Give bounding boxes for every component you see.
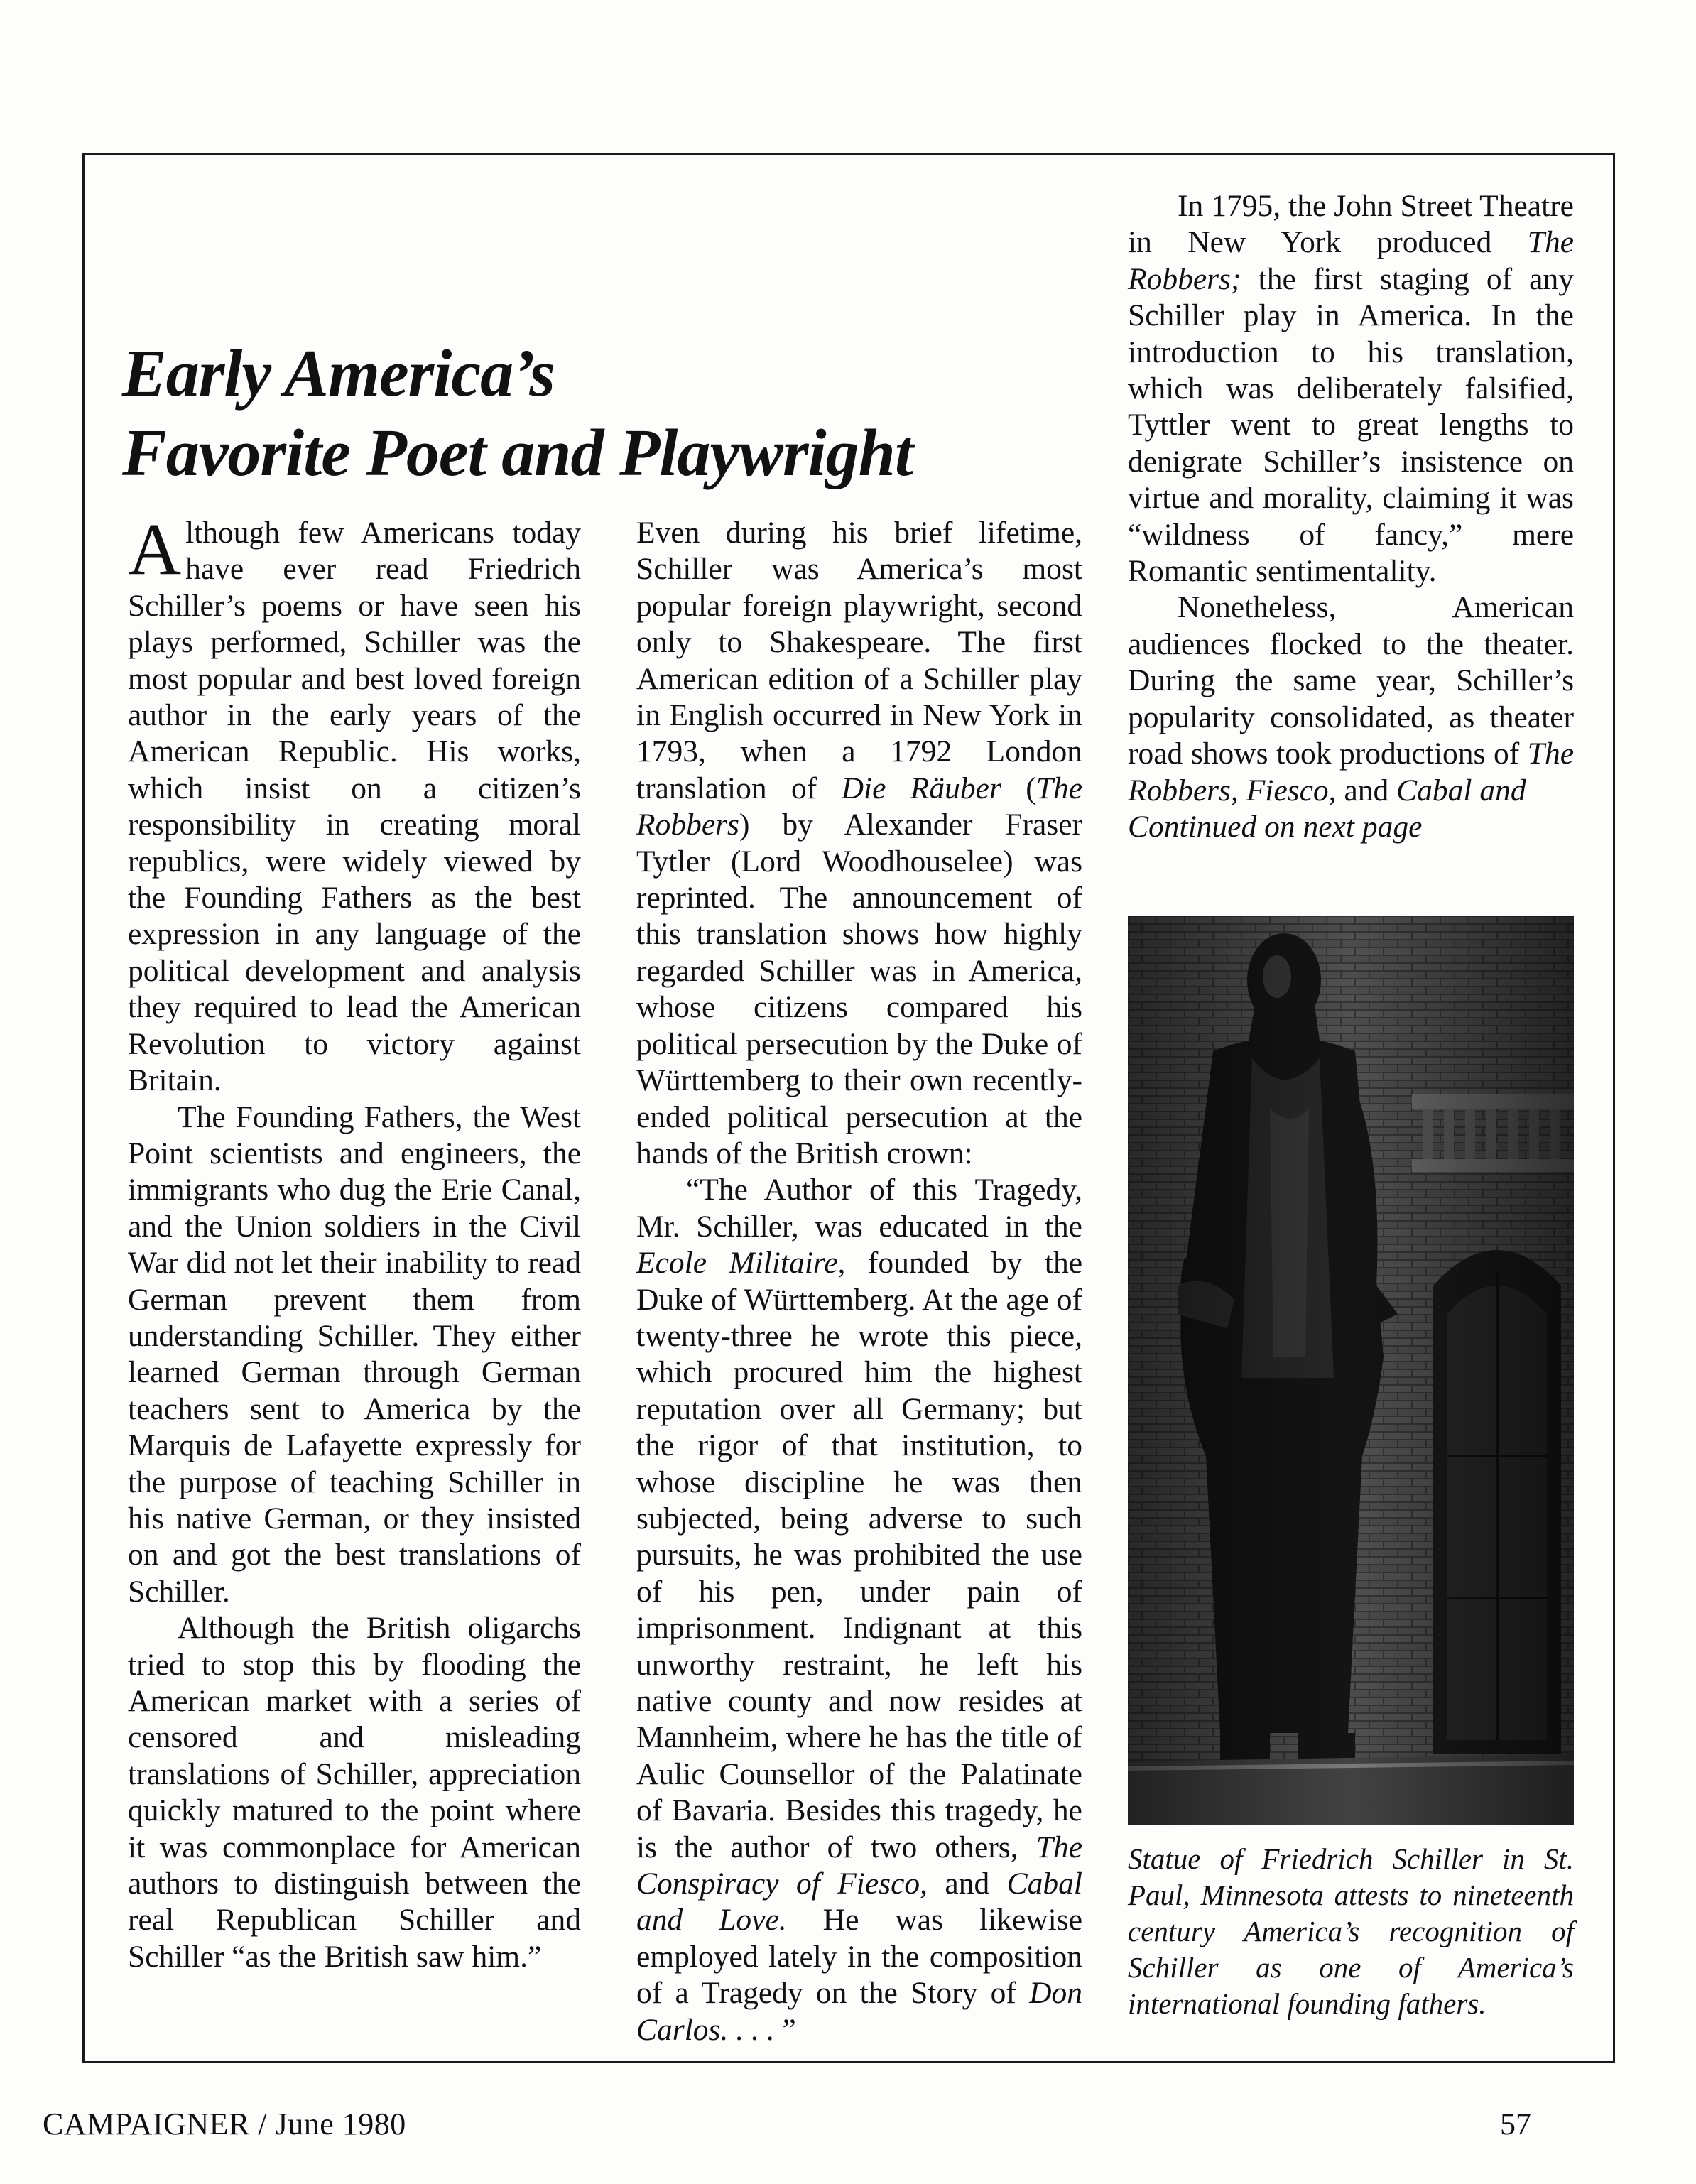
text-run: “The Author of this Tragedy, Mr. Schiller, was educated in the [636, 1173, 1082, 1244]
column-2 [636, 515, 1082, 2048]
title-line-1: Early America’s [122, 337, 555, 411]
paragraph [636, 1172, 1082, 2048]
column-3 [1128, 188, 1574, 845]
text-run: and [928, 1867, 1007, 1901]
paragraph [1128, 188, 1574, 590]
text-run: Nonetheless, American audiences flocked to the theater. During the same year, Schiller’s popularity consolidated, as theater road shows took productions of [1128, 590, 1574, 771]
paragraph [636, 515, 1082, 1172]
continued-note: Continued on next page [1128, 809, 1423, 844]
text-run: founded by the Duke of Württemberg. At the age of twenty-three he wrote this piece, which procured him the highest reputation over all Germany; but the rigor of that institution, to whose discipline he was then subjected, being adverse to such pursuits, he was prohibited the use of his pen, under pain of imprisonment. Indignant at this unworthy restraint, he left his native county and now resides at Mannheim, where he has the title of Aulic Counsellor of the Palatinate of Bavaria. Besides this tragedy, he is the author of two others, [636, 1246, 1082, 1864]
italic-title: Don Carlos. . . . [636, 1976, 1082, 2047]
text-run: ) by Alexander Fraser Tytler (Lord Woodhouselee) was reprinted. The announcement of this translation shows how highly regarded Schiller was in America, whose citizens compared his political persecution by the Duke of Württemberg to their own recently-ended political persecution at the hands of the British crown: [636, 808, 1082, 1170]
page-number: 57 [1500, 2107, 1531, 2141]
title-line-2: Favorite Poet and Playwright [122, 416, 913, 490]
publication-footer: CAMPAIGNER / June 1980 [43, 2107, 406, 2141]
schiller-statue-photo [1128, 916, 1574, 1825]
paragraph-text: lthough few Americans today have ever read Friedrich Schiller’s poems or have seen his plays performed, Schiller was the most popular and best loved foreign author in the early years of the American Republic. His works, which insist on a citizen’s responsibility in creating moral republics, were widely viewed by the Founding Fathers as the best expression in any language of the political development and analysis they required to lead the American Revolution to victory against Britain. [128, 516, 581, 1098]
italic-title: The Robbers; [1128, 225, 1574, 296]
paragraph: The Founding Fathers, the West Point scientists and engineers, the immigrants who dug the Erie Canal, and the Union soldiers in the Civil War did not let their inability to read German prevent them from understanding Schiller. They either learned German through German teachers sent to America by the Marquis de Lafayette expressly for the purpose of teaching Schiller in his native German, or they insisted on and got the best translations of Schiller. [128, 1099, 581, 1609]
text-run: Even during his brief lifetime, Schiller was America’s most popular foreign playwright, second only to Shakespeare. The first American edition of a Schiller play in English occurred in New York in 1793, when a 1792 London translation of [636, 516, 1082, 805]
text-run: ” [774, 2012, 796, 2047]
italic-title: Ecole Militaire, [636, 1246, 846, 1281]
italic-title: Cabal and [1396, 773, 1526, 808]
italic-title: The Conspiracy of Fiesco, [636, 1830, 1082, 1901]
paragraph [1128, 590, 1574, 808]
article-title [122, 334, 1102, 493]
italic-title: The Robbers, Fiesco, [1128, 737, 1574, 808]
drop-cap: A [128, 509, 182, 590]
photo-caption: Statue of Friedrich Schiller in St. Paul, Minnesota attests to nineteenth century America’s recognition of Schiller as one of America’s international founding fathers. [1128, 1842, 1574, 2020]
text-run: ( [1001, 771, 1036, 805]
text-run: In 1795, the John Street Theatre in New York produced [1128, 189, 1574, 260]
text-run: and [1336, 773, 1397, 808]
paragraph: Although the British oligarchs tried to stop this by flooding the American market with a series of censored and misleading translations of Schiller, appreciation quickly matured to the point where it was commonplace for American authors to distinguish between the real Republican Schiller and Schiller “as the British saw him.” [128, 1611, 581, 1974]
text-run: He was likewise employed lately in the composition of a Tragedy on the Story of [636, 1903, 1083, 2011]
italic-title: Die Räuber [841, 771, 1001, 805]
italic-title: Cabal and Love. [636, 1867, 1082, 1938]
statue-illustration [1128, 916, 1574, 1825]
text-run: the first staging of any Schiller play in America. In the introduction to his translation, which was deliberately falsified, Tyttler went to great lengths to denigrate Schiller’s insistence on virtue and morality, claiming it was “wildness of fancy,” mere Romantic sentimentality. [1128, 261, 1574, 589]
italic-title: The Robbers [636, 771, 1082, 842]
column-1 [128, 509, 581, 1975]
paragraph [128, 509, 581, 1099]
